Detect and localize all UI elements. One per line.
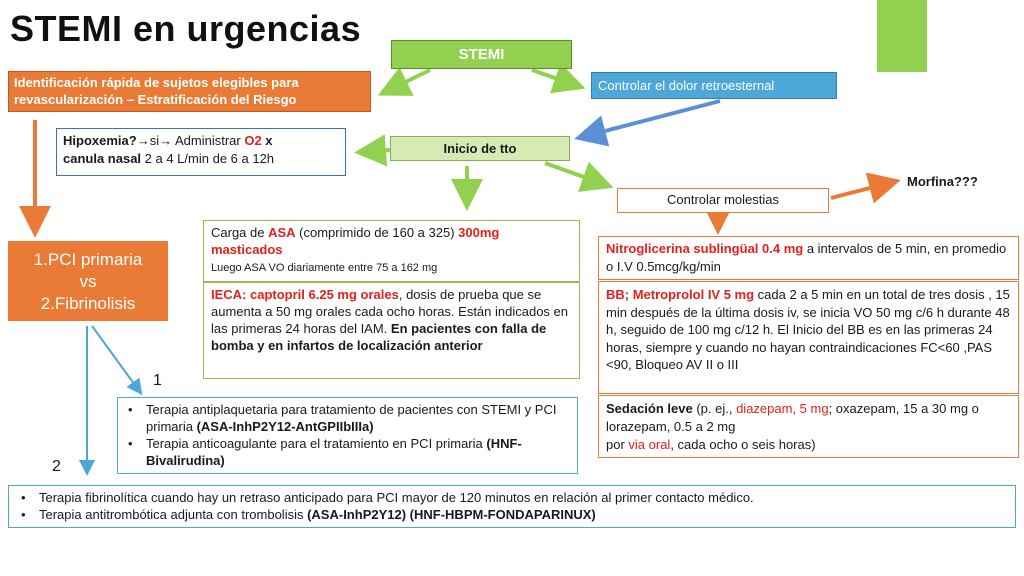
hipoxemia-admin: Administrar [172, 133, 245, 148]
arrow-stemi-to-dolor [532, 70, 578, 86]
pci-line: 1.PCI primaria [33, 250, 143, 269]
pci-item1-text: Terapia antiplaquetaria para tratamiento de pacientes con STEMI y PCI primaria [146, 402, 557, 434]
asa-box [203, 220, 580, 282]
list-item [122, 401, 571, 435]
pci-therapy-list [117, 397, 578, 474]
hipoxemia-canula: canula nasal [63, 151, 142, 166]
identificacion-box: Identificación rápida de sujetos elegibles para revascularización – Estratificación del Riesgo [8, 71, 371, 112]
step-number-1: 1 [153, 372, 162, 389]
nitro-head: Nitroglicerina sublingüal 0.4 mg [606, 241, 804, 256]
sed-p3: por [606, 437, 629, 452]
arrow-glyph: → [159, 133, 173, 148]
pci-vs-fibrinolisis-box [8, 241, 168, 321]
controlar-molestias-box: Controlar molestias [617, 188, 829, 213]
arrow-stemi-to-ident [385, 70, 430, 92]
list-item: • Terapia fibrinolítica cuando hay un retraso anticipado para PCI mayor de 120 minutos en relación al primer contacto médico. [15, 489, 1009, 506]
arrow-inicio-to-molestias [545, 163, 606, 185]
sed-via: via oral [628, 437, 671, 452]
asa-label: ASA [268, 225, 296, 240]
sed-head: Sedación leve [606, 401, 693, 416]
asa-mg: 300mg [458, 225, 500, 240]
asa-luego: Luego ASA VO diariamente entre 75 a 162 mg [211, 262, 438, 274]
hipoxemia-question: Hipoxemia? [63, 133, 137, 148]
sed-p1: (p. ej., [692, 401, 737, 416]
list-item [122, 435, 571, 469]
morfina-label: Morfina??? [907, 174, 978, 189]
fibrinolisis-line: 2.Fibrinolisis [40, 294, 136, 313]
sed-diazepam: diazepam, 5 mg [736, 401, 829, 416]
sed-p4: , cada ocho o seis horas) [670, 437, 816, 452]
arrow-molestias-to-morfina [831, 182, 893, 198]
ieca-bold: En pacientes con falla de bomba y en infartos de localización anterior [211, 321, 547, 353]
hipoxemia-o2: O2 [244, 133, 262, 148]
controlar-dolor-box: Controlar el dolor retroesternal [591, 72, 837, 99]
asa-masticados: masticados [211, 242, 283, 257]
ieca-text: , dosis de prueba que se aumenta a 50 mg orales cada ocho horas. Están indicados en las primeras 24 horas del IAM. [211, 287, 569, 336]
step-number-2: 2 [52, 458, 61, 475]
bb-text: cada 2 a 5 min en un total de tres dosis , 15 min después de la última dosis iv, se inicia VO 50 mg c/6 h durante 48 h, seguido de 100 mg c/12 h. El Inicio del BB es en las primeras 24 horas, siempre y cuando no hayan contraindicaciones FC<60 ,PAS <90, Bloqueo AV II o III [606, 287, 1010, 372]
fib-item2-text: Terapia antitrombótica adjunta con trombolisis [39, 507, 308, 522]
pci-item1-bold: (ASA-InhP2Y12-AntGPIIbIIIa) [196, 419, 374, 434]
inicio-tto-box: Inicio de tto [390, 136, 570, 161]
pci-item2-text: Terapia anticoagulante para el tratamiento en PCI primaria [146, 436, 487, 451]
arrow-inicio-to-hipoxemia [362, 150, 390, 152]
hipoxemia-box [56, 128, 346, 176]
betabloqueante-box [598, 281, 1019, 394]
asa-comp: (comprimido de 160 a 325) [295, 225, 459, 240]
nitro-text: a intervalos de 5 min, en promedio o I.V 0.5mcg/kg/min [606, 241, 1007, 274]
asa-carga: Carga de [211, 225, 269, 240]
list-item [15, 506, 1009, 523]
ieca-box [203, 282, 580, 379]
fib-item2-bold: (ASA-InhP2Y12) (HNF-HBPM-FONDAPARINUX) [307, 507, 596, 522]
sed-p2: ; oxazepam, 15 a 30 mg o lorazepam, 0.5 a 2 mg [606, 401, 979, 434]
hipoxemia-x: x [261, 133, 273, 148]
arrow-dolor-to-inicio [582, 101, 720, 137]
arrow-glyph: → [136, 133, 150, 148]
nitroglicerina-box [598, 236, 1019, 280]
green-accent-bar [877, 0, 927, 72]
stemi-box: STEMI [391, 40, 572, 69]
fibrinolisis-therapy-list [8, 485, 1016, 528]
ieca-head: IECA: captopril 6.25 mg orales [211, 287, 399, 302]
sedacion-box [598, 395, 1019, 458]
hipoxemia-si: si [149, 133, 160, 148]
page-title: STEMI en urgencias [10, 8, 362, 49]
arrow-pci-to-list1 [92, 326, 140, 392]
hipoxemia-dose: 2 a 4 L/min de 6 a 12h [141, 151, 275, 166]
vs-line: vs [79, 272, 97, 291]
bb-head: BB; Metroprolol IV 5 mg [606, 287, 755, 302]
pci-item2-bold: (HNF-Bivalirudina) [146, 436, 522, 468]
